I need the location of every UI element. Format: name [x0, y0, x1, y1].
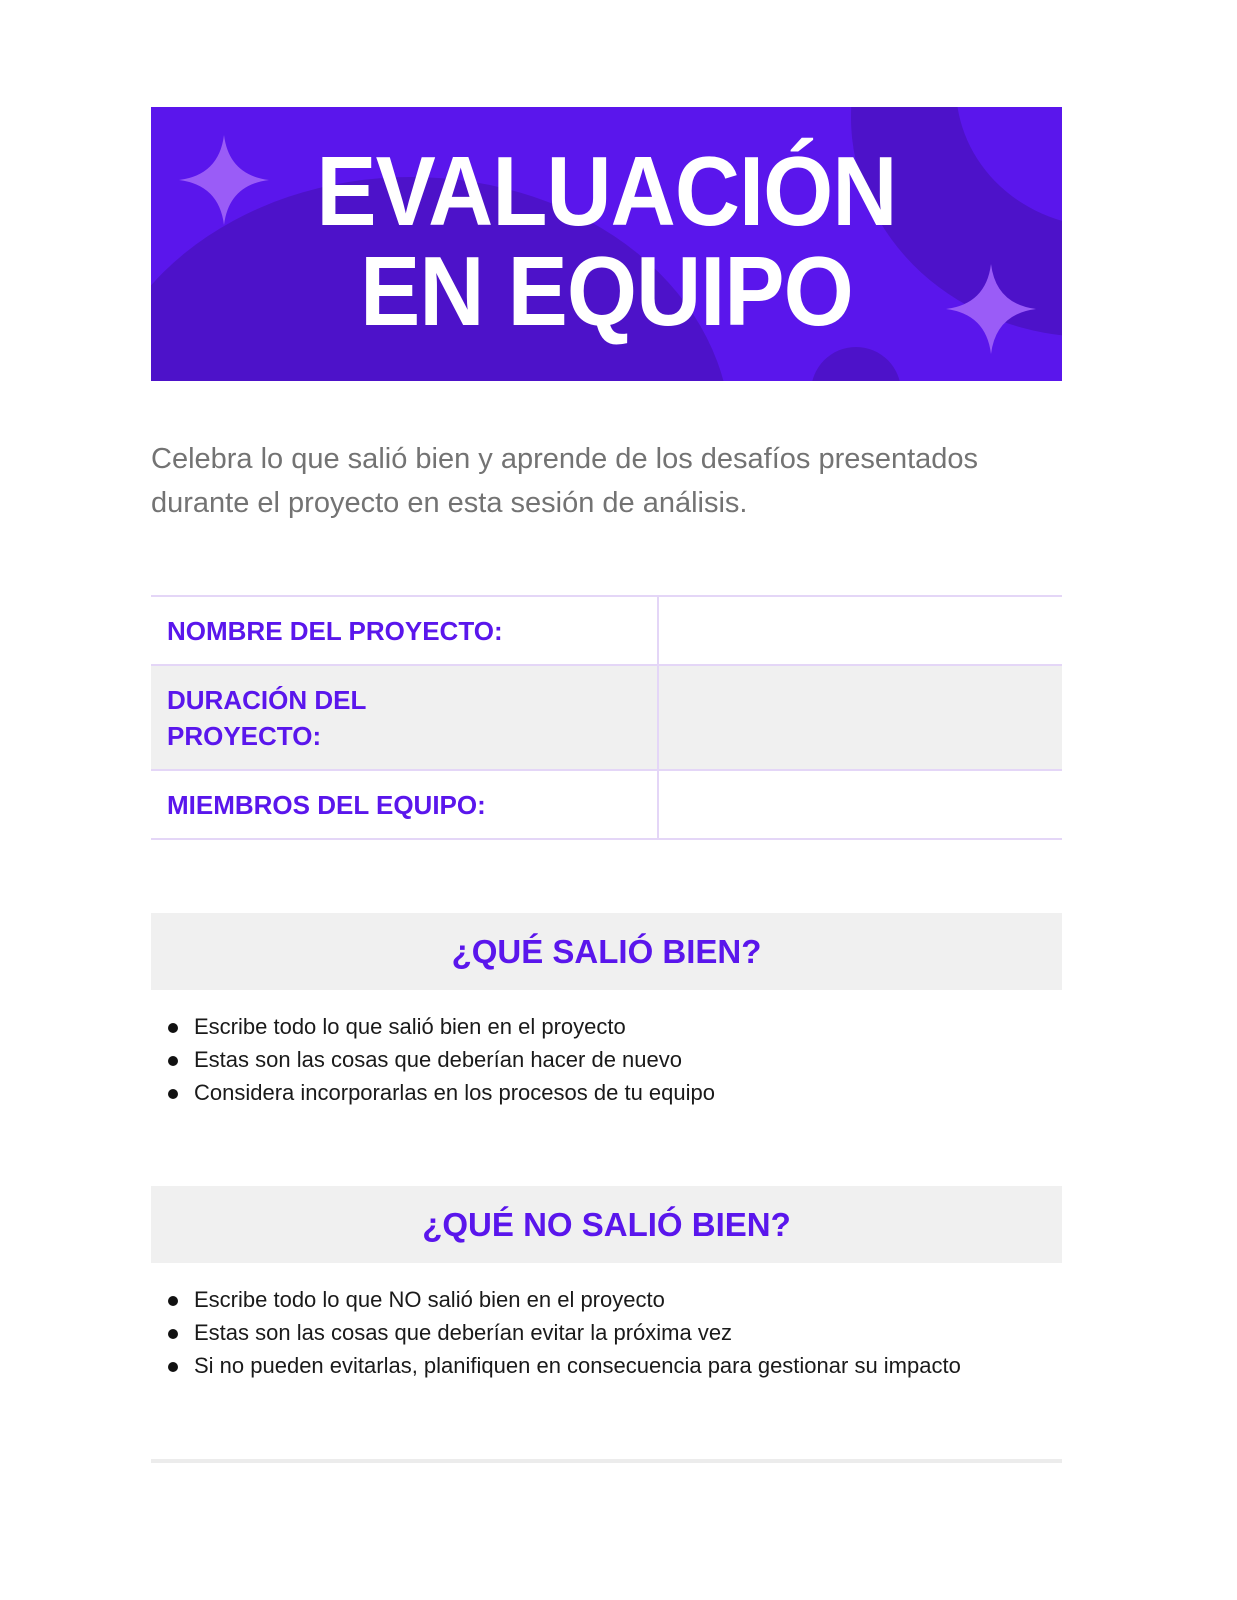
section-heading-went-well: ¿QUÉ SALIÓ BIEN? [151, 913, 1062, 990]
section-heading-went-wrong: ¿QUÉ NO SALIÓ BIEN? [151, 1186, 1062, 1263]
intro-text: Celebra lo que salió bien y aprende de los desafíos presentados durante el proyecto en esta sesión de análisis. [151, 443, 979, 519]
list-item: Escribe todo lo que salió bien en el proyecto [166, 1010, 715, 1043]
list-item: Estas son las cosas que deberían hacer de nuevo [166, 1043, 715, 1076]
list-item: Si no pueden evitarlas, planifiquen en consecuencia para gestionar su impacto [166, 1349, 961, 1382]
table-row [151, 665, 1062, 770]
project-info-table [151, 595, 1062, 840]
team-members-field[interactable] [658, 770, 1062, 839]
list-item: Estas son las cosas que deberían evitar la próxima vez [166, 1316, 961, 1349]
divider [151, 1459, 1062, 1463]
table-row [151, 770, 1062, 839]
list-item: Considera incorporarlas en los procesos de tu equipo [166, 1076, 715, 1109]
project-name-label: NOMBRE DEL PROYECTO: [151, 596, 658, 665]
title-banner [151, 107, 1062, 381]
project-duration-field[interactable] [658, 665, 1062, 770]
page-title [187, 136, 1025, 346]
table-row [151, 596, 1062, 665]
banner-shape [811, 347, 901, 381]
title-line-1: EVALUACIÓN [316, 136, 897, 246]
project-duration-label: DURACIÓN DEL PROYECTO: [151, 665, 658, 770]
list-item: Escribe todo lo que NO salió bien en el proyecto [166, 1283, 961, 1316]
project-name-field[interactable] [658, 596, 1062, 665]
team-members-label: MIEMBROS DEL EQUIPO: [151, 770, 658, 839]
title-line-2: EN EQUIPO [360, 236, 853, 346]
went-well-list [166, 1010, 715, 1109]
went-wrong-list [166, 1283, 961, 1382]
